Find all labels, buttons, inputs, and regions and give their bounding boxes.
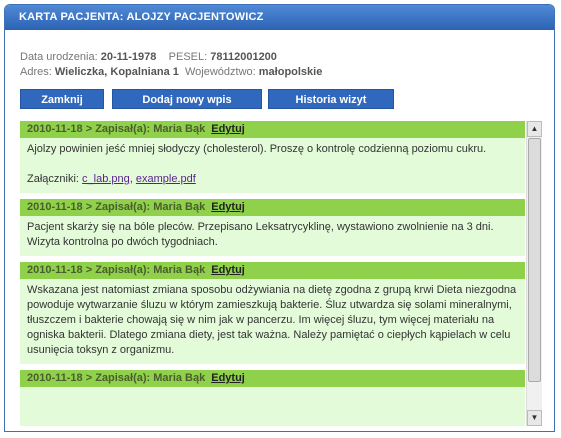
- entries-list[interactable]: [20, 121, 542, 426]
- attachments: Załączniki: c_lab.png, example.pdf: [27, 173, 196, 185]
- entry: [20, 121, 525, 193]
- add-entry-button[interactable]: Dodaj nowy wpis: [112, 89, 262, 109]
- voivodeship-label: Województwo:: [184, 66, 256, 78]
- entry-text: Ajolzy powinien jeść mniej słodyczy (cholesterol). Proszę o kontrolę codzienną poziomu cukru.: [27, 143, 487, 155]
- entry-text: Wskazana jest natomiast zmiana sposobu odżywiania na dietę zgodna z grupą krwi Dieta niezgodna powoduje wytwarzanie śluzu w którym zamieszkują bakterie. Śluz utwardza się solami mineralnymi, tłuszczem i bakterie chowają się w nim jak w pancerzu. Im więcej śluzu, tym więcej materiału na ogniska bakterii. Dlatego zmiana diety, jest tak ważna. Należy pamiętać o ciepłych kąpielach w celu usunięcia toksyn z organizmu.: [27, 284, 517, 356]
- entry: [20, 370, 525, 426]
- patient-info-row-2: [20, 65, 322, 80]
- attachment-link[interactable]: example.pdf: [135, 173, 196, 185]
- edit-link[interactable]: Edytuj: [211, 372, 245, 384]
- entry-header: [20, 121, 525, 138]
- entry-body: [20, 387, 525, 426]
- scroll-thumb[interactable]: [528, 138, 541, 382]
- spacer: [27, 157, 518, 172]
- entry: [20, 262, 525, 364]
- entry-header-text: 2010-11-18 > Zapisał(a): Maria Bąk: [27, 123, 206, 135]
- entry-body: [20, 138, 525, 193]
- edit-link[interactable]: Edytuj: [211, 201, 245, 213]
- entry-text: Pacjent skarży się na bóle pleców. Przepisano Leksatrycyklinę, wystawiono zwolnienie na 3 dni. Wizyta kontrolna po dwóch tygodniach.: [27, 221, 494, 248]
- entry-header-text: 2010-11-18 > Zapisał(a): Maria Bąk: [27, 372, 206, 384]
- patient-info: [20, 50, 322, 80]
- entry: [20, 199, 525, 256]
- edit-link[interactable]: Edytuj: [211, 264, 245, 276]
- visit-history-button[interactable]: Historia wizyt: [268, 89, 394, 109]
- entries-content: [20, 121, 525, 426]
- scroll-up-icon[interactable]: ▲: [527, 121, 542, 137]
- dob-label: Data urodzenia:: [20, 51, 98, 63]
- pesel-value: 78112001200: [210, 51, 277, 63]
- scroll-down-icon[interactable]: ▼: [527, 410, 542, 426]
- pesel-label: PESEL:: [168, 51, 208, 63]
- patient-card-window: [4, 4, 555, 432]
- attachments-label: Załączniki:: [27, 173, 79, 185]
- window-title: KARTA PACJENTA: ALOJZY PACJENTOWICZ: [5, 5, 554, 30]
- address-label: Adres:: [20, 66, 52, 78]
- entry-body: [20, 216, 525, 256]
- edit-link[interactable]: Edytuj: [211, 123, 245, 135]
- entry-header: [20, 262, 525, 279]
- dob-value: 20-11-1978: [100, 51, 157, 63]
- attachment-link[interactable]: c_lab.png: [82, 173, 130, 185]
- close-button[interactable]: Zamknij: [20, 89, 104, 109]
- patient-info-row-1: [20, 50, 322, 65]
- entry-header: [20, 370, 525, 387]
- entry-header: [20, 199, 525, 216]
- entry-header-text: 2010-11-18 > Zapisał(a): Maria Bąk: [27, 264, 206, 276]
- entry-body: [20, 279, 525, 364]
- voivodeship-value: małopolskie: [258, 66, 323, 78]
- address-value: Wieliczka, Kopalniana 1: [54, 66, 179, 78]
- vertical-scrollbar[interactable]: [526, 121, 542, 426]
- entry-header-text: 2010-11-18 > Zapisał(a): Maria Bąk: [27, 201, 206, 213]
